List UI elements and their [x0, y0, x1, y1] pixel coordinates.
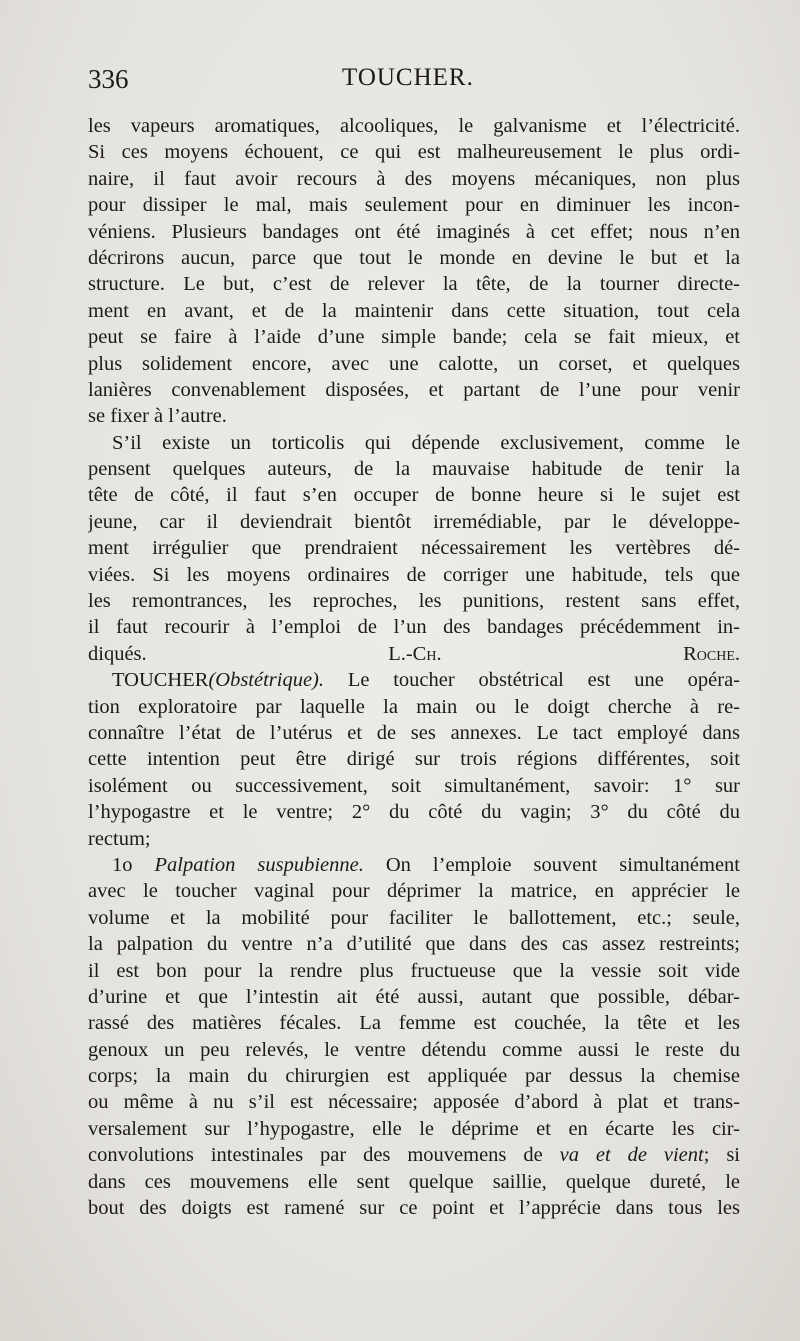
- line-text: il est bon pour la rendre plus fructueuse que la vessie soit vide: [88, 959, 740, 982]
- text-line: [88, 588, 740, 614]
- line-text: genoux un peu relevés, le ventre détendu comme aussi le reste du: [88, 1038, 740, 1061]
- line-text: Si ces moyens échouent, ce qui est malheureusement le plus ordi-: [88, 141, 740, 164]
- text-line: [88, 826, 740, 852]
- line-text: connaître l’état de l’utérus et de ses annexes. Le tact employé dans: [88, 721, 740, 744]
- line-text: versalement sur l’hypogastre, elle le déprime et en écarte les cir-: [88, 1117, 740, 1140]
- line-text: naire, il faut avoir recours à des moyens mécaniques, non plus: [88, 167, 740, 190]
- body-text: [88, 113, 740, 1221]
- italic-term: Palpation suspubienne.: [154, 853, 364, 876]
- line-text: il faut recourir à l’emploi de l’un des bandages précédemment in-: [88, 616, 740, 639]
- text-line: [88, 1142, 740, 1168]
- text-line: [88, 799, 740, 825]
- text-line: [88, 245, 740, 271]
- text-line: [88, 509, 740, 535]
- line-text: On l’emploie souvent simultanément: [363, 853, 740, 876]
- text-line: [88, 614, 740, 640]
- page-number: 336: [88, 64, 129, 94]
- line-text: d’urine et que l’intestin ait été aussi, autant que possible, débar-: [88, 985, 740, 1008]
- text-line: [88, 298, 740, 324]
- text-line: [88, 430, 740, 456]
- text-line: [88, 192, 740, 218]
- text-line: [88, 878, 740, 904]
- line-text: diqués.: [88, 642, 147, 665]
- line-text: lanières convenablement disposées, et partant de l’une pour venir: [88, 378, 740, 401]
- italic-term: va et de vient: [559, 1144, 704, 1167]
- text-line: [88, 1169, 740, 1195]
- text-line: [88, 351, 740, 377]
- line-text: la palpation du ventre n’a d’utilité que dans des cas assez restreints;: [88, 933, 740, 956]
- line-text: tion exploratoire par laquelle la main ou le doigt cherche à re-: [88, 695, 740, 718]
- text-line: [88, 720, 740, 746]
- line-text: pensent quelques auteurs, de la mauvaise habitude de tenir la: [88, 458, 740, 481]
- line-text: isolément ou successivement, soit simultanément, savoir: 1° sur: [88, 774, 740, 797]
- entry-headword: TOUCHER: [112, 669, 209, 692]
- line-text: volume et la mobilité pour faciliter le ballottement, etc.; seule,: [88, 906, 740, 929]
- text-line: [88, 219, 740, 245]
- text-line: [88, 1010, 740, 1036]
- line-text: Le toucher obstétrical est une opéra-: [324, 669, 740, 692]
- text-line: [88, 931, 740, 957]
- text-line: [88, 456, 740, 482]
- line-text: l’hypogastre et le ventre; 2° du côté du vagin; 3° du côté du: [88, 801, 740, 824]
- text-line: [88, 905, 740, 931]
- line-text: convolutions intestinales par des mouvemens de: [88, 1144, 560, 1167]
- line-text: ment irrégulier que prendraient nécessairement les vertèbres dé-: [88, 537, 740, 560]
- text-line: [88, 667, 740, 693]
- line-text: tête de côté, il faut s’en occuper de bonne heure si le sujet est: [88, 484, 740, 507]
- line-text: S’il existe un torticolis qui dépende exclusivement, comme le: [112, 431, 740, 454]
- line-text: ment en avant, et de la maintenir dans cette situation, tout cela: [88, 299, 740, 322]
- text-line: [88, 1063, 740, 1089]
- line-text: avec le toucher vaginal pour déprimer la matrice, en apprécier le: [88, 880, 740, 903]
- text-line: [88, 324, 740, 350]
- text-line: [88, 166, 740, 192]
- line-text: plus solidement encore, avec une calotte, un corset, et quelques: [88, 352, 740, 375]
- line-text: structure. Le but, c’est de relever la tête, de la tourner directe-: [88, 273, 740, 296]
- italic-term: (Obstétrique).: [208, 669, 325, 692]
- text-line: [88, 641, 740, 667]
- page-header: [88, 64, 738, 98]
- line-text: les vapeurs aromatiques, alcooliques, le galvanisme et l’électricité.: [88, 115, 740, 137]
- text-line: [88, 852, 740, 878]
- line-text: dans ces mouvemens elle sent quelque saillie, quelque dureté, le: [88, 1170, 740, 1193]
- text-line: [88, 773, 740, 799]
- text-line: [88, 1116, 740, 1142]
- line-text: jeune, car il deviendrait bientôt irremédiable, par le développe-: [88, 510, 740, 533]
- line-text: véniens. Plusieurs bandages ont été imaginés à cet effet; nous n’en: [88, 220, 740, 243]
- line-text: peut se faire à l’aide d’une simple bande; cela se fait mieux, et: [88, 326, 740, 349]
- line-text: cette intention peut être dirigé sur trois régions différentes, soit: [88, 748, 740, 771]
- text-line: [88, 694, 740, 720]
- text-line: [88, 113, 740, 139]
- text-line: [88, 1089, 740, 1115]
- text-line: [88, 746, 740, 772]
- line-text: rassé des matières fécales. La femme est couchée, la tête et les: [88, 1012, 740, 1035]
- text-line: [88, 535, 740, 561]
- text-line: [88, 958, 740, 984]
- line-text: ou même à nu s’il est nécessaire; apposée d’abord à plat et trans-: [88, 1091, 740, 1114]
- line-text: décrirons aucun, parce que tout le monde en devine le but et la: [88, 246, 740, 269]
- line-text: viées. Si les moyens ordinaires de corriger une habitude, tels que: [88, 563, 740, 586]
- line-text: rectum;: [88, 827, 151, 850]
- line-text: les remontrances, les reproches, les punitions, restent sans effet,: [88, 590, 740, 613]
- text-line: [88, 1037, 740, 1063]
- text-line: [88, 139, 740, 165]
- line-text: pour dissiper le mal, mais seulement pour en diminuer les incon-: [88, 194, 740, 217]
- line-text: bout des doigts est ramené sur ce point et l’apprécie dans tous les: [88, 1197, 740, 1220]
- running-head: TOUCHER.: [342, 64, 474, 91]
- text-line: [88, 562, 740, 588]
- line-text: ; si: [703, 1144, 740, 1167]
- line-text: se fixer à l’autre.: [88, 405, 227, 428]
- text-line: [88, 1195, 740, 1221]
- line-text: corps; la main du chirurgien est appliquée par dessus la chemise: [88, 1065, 740, 1088]
- line-text: 1o: [112, 853, 155, 876]
- author-signature: L.-Ch. Roche.: [388, 642, 740, 665]
- text-line: [88, 403, 740, 429]
- text-line: [88, 984, 740, 1010]
- text-line: [88, 482, 740, 508]
- text-line: [88, 271, 740, 297]
- text-line: [88, 377, 740, 403]
